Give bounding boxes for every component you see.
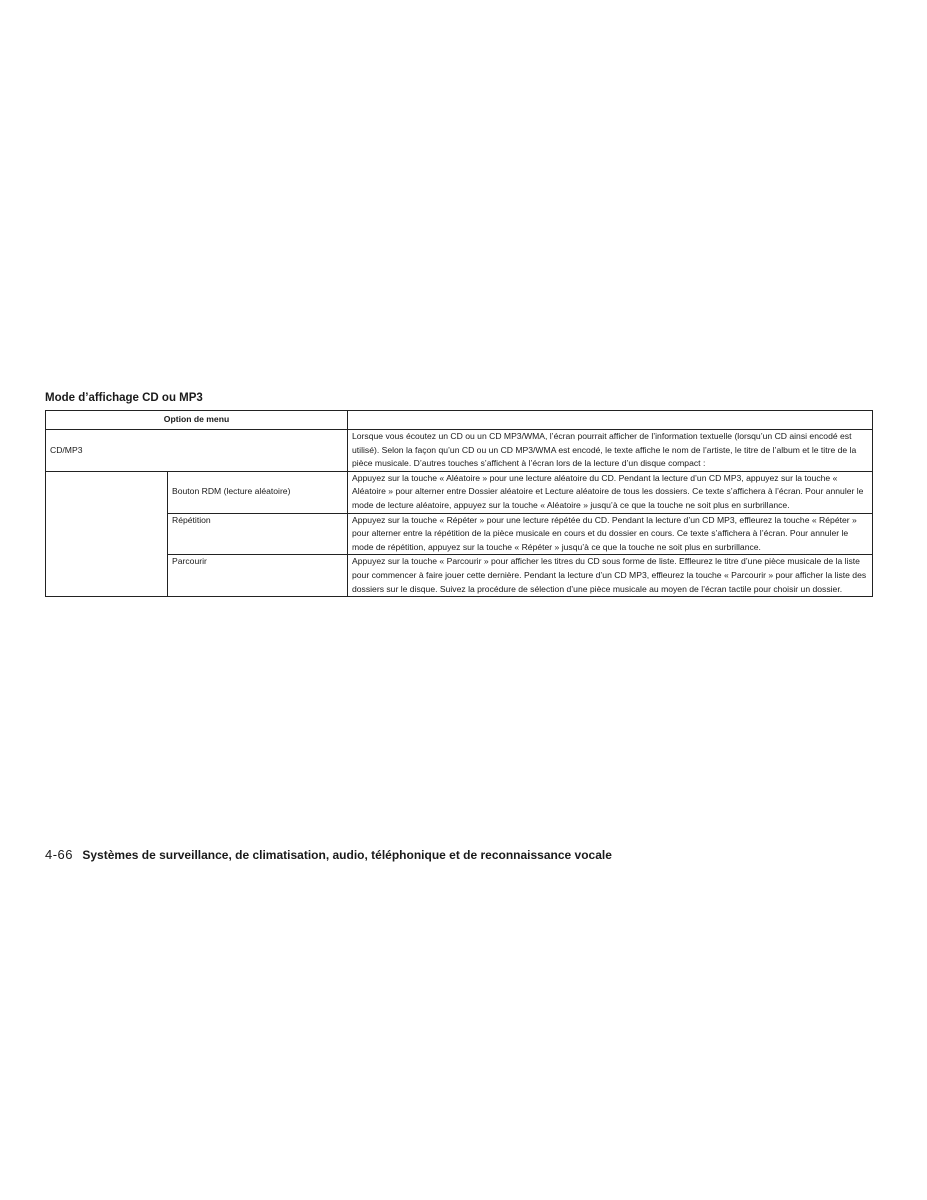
section-title: Mode d’affichage CD ou MP3 [45,392,203,404]
row-description-repeat: Appuyez sur la touche « Répéter » pour une lecture répétée du CD. Pendant la lecture d’un CD MP3, effleurez la touche « Répéter » pour alterner entre la répétition de la pièce musicale en cours et du dossier en cours. Ce texte s’affichera à l’écran. Pour annuler le mode de répétition, appuyez sur la touche « Répéter » jusqu’à ce que la touche ne soit plus en surbrillance. [348,513,873,555]
page-footer [45,847,612,863]
page-number: 4-66 [45,847,74,862]
row-label-repeat: Répétition [168,513,348,555]
table-row [46,513,873,555]
header-description [348,411,873,430]
row-description-random: Appuyez sur la touche « Aléatoire » pour une lecture aléatoire du CD. Pendant la lecture d’un CD MP3, appuyez sur la touche « Aléatoire » pour alterner entre Dossier aléatoire et Lecture aléatoire de tous les dossiers. Ce texte s’affichera à l’écran. Pour annuler le mode de lecture aléatoire, appuyez sur la touche « Aléatoire » jusqu’à ce que la touche ne soit plus en surbrillance. [348,471,873,513]
header-option: Option de menu [46,411,348,430]
chapter-title: Systèmes de surveillance, de climatisation, audio, téléphonique et de reconnaissance vocale [82,848,612,862]
empty-group-cell [46,471,168,596]
row-label-cd-mp3: CD/MP3 [46,430,348,472]
table-header-row [46,411,873,430]
row-description-cd-mp3: Lorsque vous écoutez un CD ou un CD MP3/WMA, l’écran pourrait afficher de l’information textuelle (lorsqu’un CD ainsi encodé est utilisé). Selon la façon qu’un CD ou un CD MP3/WMA est encodé, le texte affiche le nom de l’artiste, le titre de l’album et le titre de la pièce musicale. D’autres touches s’affichent à l’écran lors de la lecture d’un disque compact : [348,430,873,472]
row-label-random: Bouton RDM (lecture aléatoire) [168,471,348,513]
table-row [46,471,873,513]
row-description-browse: Appuyez sur la touche « Parcourir » pour afficher les titres du CD sous forme de liste. Effleurez le titre d’une pièce musicale de la liste pour commencer à faire jouer cette dernière. Pendant la lecture d’un CD MP3, effleurez la touche « Parcourir » pour afficher la liste des dossiers sur le disque. Suivez la procédure de sélection d’une pièce musicale au moyen de l’écran tactile pour choisir un dossier. [348,555,873,597]
table-row [46,555,873,597]
row-label-browse: Parcourir [168,555,348,597]
menu-options-table [45,410,873,597]
table-row [46,430,873,472]
